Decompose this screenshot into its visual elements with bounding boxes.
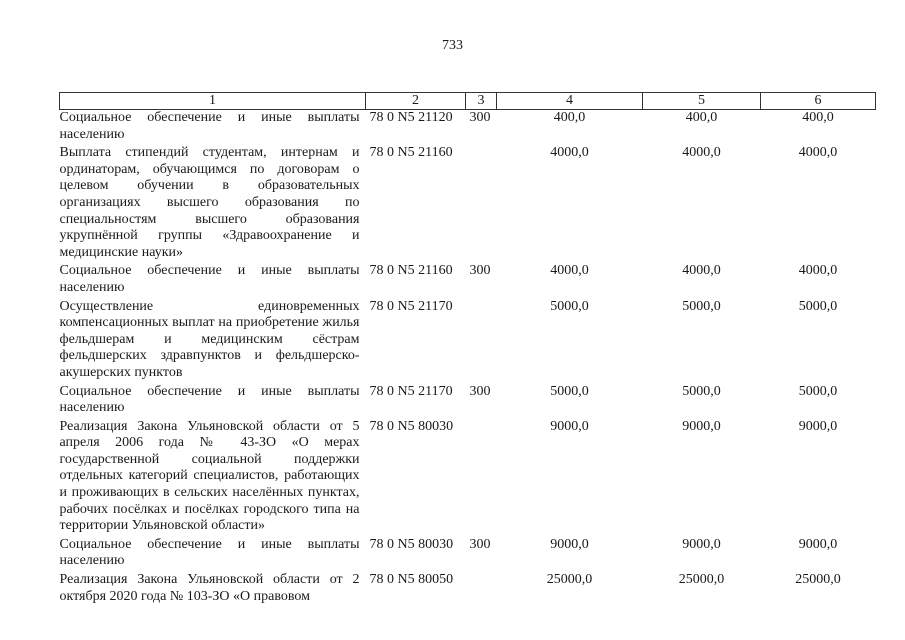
row-value-2: 4000,0 — [682, 263, 721, 279]
row-value-1: 4000,0 — [550, 145, 589, 161]
row-value-2: 9000,0 — [682, 418, 721, 434]
row-value-2: 400,0 — [685, 110, 718, 125]
table-row — [60, 572, 876, 607]
row-value-1: 5000,0 — [550, 383, 589, 399]
row-code: 78 0 N5 80030 — [369, 418, 454, 434]
row-name: Реализация Закона Ульяновской области от 5 апреля 2006 года № 43-ЗО «О мерах государственной социальной поддержки отдельных категорий специалистов, работающих и проживающих в сельских населённых пунктах, рабочих посёлках и посёлках городского типа на территории Ульяновской области» — [59, 418, 360, 534]
row-value-1: 9000,0 — [550, 536, 589, 552]
row-code: 78 0 N5 21160 — [369, 263, 453, 279]
row-value-3: 9000,0 — [798, 418, 838, 434]
row-name: Социальное обеспечение и иные выплаты населению — [59, 263, 360, 295]
table-row — [60, 263, 876, 298]
row-value-3: 400,0 — [802, 110, 834, 125]
header-col-3: 3 — [466, 93, 497, 110]
row-name: Осуществление единовременных компенсационных выплат на приобретение жилья фельдшерам и медицинским сёстрам фельдшерских здравпунктов и фельдшерско-акушерских пунктов — [59, 298, 360, 380]
row-value-2: 5000,0 — [682, 383, 721, 399]
row-value-3: 4000,0 — [798, 263, 838, 279]
row-name: Социальное обеспечение и иные выплаты населению — [59, 110, 360, 142]
row-code: 78 0 N5 80030 — [369, 536, 454, 552]
table-row — [60, 145, 876, 263]
row-value-2: 25000,0 — [678, 572, 725, 588]
table-row — [60, 419, 876, 537]
header-col-5: 5 — [643, 93, 761, 110]
header-col-2: 2 — [366, 93, 466, 110]
table-row — [60, 299, 876, 384]
row-value-3: 5000,0 — [798, 383, 838, 399]
row-vr — [466, 572, 497, 607]
table-row — [60, 384, 876, 419]
row-vr — [466, 145, 497, 263]
header-col-6: 6 — [761, 93, 876, 110]
row-value-1: 400,0 — [553, 110, 586, 125]
row-name: Социальное обеспечение и иные выплаты населению — [59, 536, 360, 569]
table-row — [60, 537, 876, 572]
header-col-4: 4 — [497, 93, 643, 110]
row-value-3: 25000,0 — [795, 572, 841, 588]
row-value-3: 5000,0 — [798, 298, 838, 314]
row-vr: 300 — [469, 383, 491, 399]
row-value-2: 5000,0 — [682, 298, 721, 314]
page-number: 733 — [442, 38, 463, 53]
row-code: 78 0 N5 21120 — [369, 110, 453, 125]
row-vr: 300 — [469, 263, 491, 279]
row-value-1: 9000,0 — [550, 418, 589, 434]
table-header-row — [60, 93, 876, 110]
row-value-2: 9000,0 — [682, 536, 721, 552]
row-code: 78 0 N5 21170 — [369, 298, 453, 314]
row-vr: 300 — [469, 536, 491, 552]
row-value-3: 9000,0 — [798, 536, 838, 552]
row-value-2: 4000,0 — [682, 145, 721, 161]
header-col-1: 1 — [60, 93, 366, 110]
table-row — [60, 110, 876, 146]
row-code: 78 0 N5 21160 — [369, 145, 453, 161]
row-name: Реализация Закона Ульяновской области от 2 октября 2020 года № 103-ЗО «О правовом — [59, 572, 360, 604]
row-value-1: 4000,0 — [550, 263, 589, 279]
row-vr — [466, 299, 497, 384]
row-name: Социальное обеспечение и иные выплаты населению — [59, 383, 360, 416]
row-vr — [466, 419, 497, 537]
row-code: 78 0 N5 21170 — [369, 383, 453, 399]
row-vr: 300 — [469, 110, 491, 125]
row-code: 78 0 N5 80050 — [369, 572, 454, 588]
budget-table — [59, 92, 876, 607]
row-value-1: 25000,0 — [546, 572, 593, 588]
row-value-1: 5000,0 — [550, 298, 589, 314]
row-name: Выплата стипендий студентам, интернам и ординаторам, обучающимся по договорам о целевом обучении в образовательных организациях высшего образования по специальностям высшего образования укрупнённой группы «Здравоохранение и медицинские науки» — [59, 145, 360, 260]
row-value-3: 4000,0 — [798, 145, 838, 161]
